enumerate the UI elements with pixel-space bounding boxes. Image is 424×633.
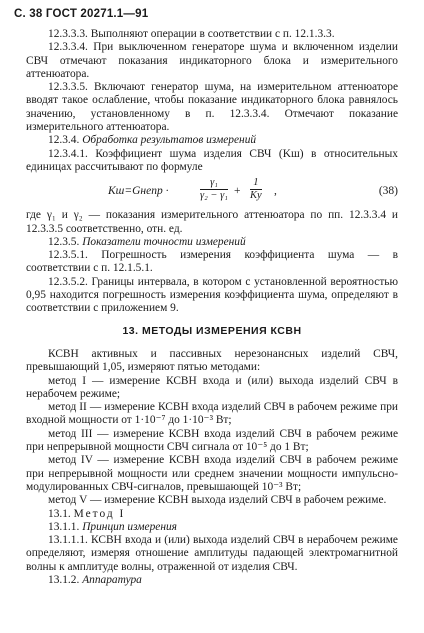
paragraph-method-3: метод III — измерение КСВН входа изделий СВЧ в рабочем режиме при непрерывной мощности СВЧ сигнала от 10⁻⁵ до 1 Вт; (26, 427, 398, 454)
heading-title: Обработка результатов измерений (82, 134, 257, 147)
heading-title: Принцип измерения (82, 520, 177, 533)
formula-fraction-gamma (200, 177, 228, 202)
formula-comma: , (274, 185, 277, 198)
heading-number: 12.3.4. (48, 134, 80, 147)
section-title: 13. МЕТОДЫ ИЗМЕРЕНИЯ КСВН (122, 324, 302, 337)
paragraph-12-3-5-2: 12.3.5.2. Границы интервала, в котором с установленной вероятностью 0,95 находится погрешность измерения коэффициента шума, определяют в соответствии с приложением 9. (26, 275, 398, 315)
formula-fraction-ky (250, 177, 262, 202)
paragraph-method-1: метод I — измерение КСВН входа и (или) выхода изделий СВЧ в нерабочем режиме; (26, 374, 398, 400)
paragraph-method-2: метод II — измерение КСВН входа изделий СВЧ в рабочем режиме при входной мощности от 1·10⁻⁷ до 1·10⁻³ Вт; (26, 401, 398, 427)
page-content (26, 28, 398, 587)
paragraph-12-3-3-5: 12.3.3.5. Включают генератор шума, на измерительном аттенюаторе вводят такое ослабление, чтобы показание индикаторного блока равнялось значению, установленному в п. 12.3.3.4. Отмечают показание измерительного аттенюатора. (26, 81, 398, 134)
heading-number: 13.1.2. (48, 573, 80, 586)
heading-13-1-2 (26, 574, 398, 587)
paragraph-13-1-1-1: 13.1.1.1. КСВН входа и (или) выхода изделий СВЧ в нерабочем режиме определяют, измеряя отношение амплитуды падающей электромагнитной волны к амплитуде волны, отраженной от изделия СВЧ. (26, 534, 398, 573)
page-header: С. 38 ГОСТ 20271.1—91 (14, 8, 149, 20)
heading-number: 13.1. (48, 507, 71, 520)
heading-title: Показатели точности измерений (82, 235, 246, 248)
heading-number: 12.3.5. (48, 235, 80, 248)
heading-title: Метод I (73, 507, 126, 520)
heading-13-1 (26, 508, 398, 521)
fraction-numerator: γ₁ (200, 177, 228, 190)
heading-12-3-5 (26, 236, 398, 249)
paragraph-12-3-5-1: 12.3.5.1. Погрешность измерения коэффициента шума — в соответствии с п. 12.1.5.1. (26, 249, 398, 275)
fraction-denominator: Kу (250, 190, 262, 202)
equation-number: (38) (378, 185, 398, 198)
formula-lhs: Kш=Gнепр · (108, 185, 169, 198)
formula-plus: + (234, 185, 241, 198)
formula-explanation: где γ₁ и γ₂ — показания измерительного аттенюатора по пп. 12.3.3.4 и 12.3.3.5 соответственно, отн. ед. (26, 209, 398, 235)
heading-number: 13.1.1. (48, 520, 80, 533)
paragraph-method-5: метод V — измерение КСВН выхода изделий СВЧ в рабочем режиме. (48, 494, 387, 507)
paragraph-methods-intro: КСВН активных и пассивных нерезонансных изделий СВЧ, превышающий 1,05, измеряют пятью методами: (26, 347, 398, 374)
paragraph-12-3-3-3: 12.3.3.3. Выполняют операции в соответствии с п. 12.1.3.3. (48, 28, 335, 40)
paragraph-12-3-3-4: 12.3.3.4. При выключенном генераторе шума и включенном изделии СВЧ отмечают показания индикаторного блока и измерительного аттенюатора. (26, 41, 398, 80)
fraction-denominator: γ₂ − γ₁ (200, 190, 228, 202)
heading-12-3-4 (26, 134, 398, 147)
formula-38 (26, 177, 398, 207)
fraction-numerator: 1 (250, 177, 262, 190)
heading-13-1-1 (26, 521, 398, 534)
paragraph-12-3-4-1: 12.3.4.1. Коэффициент шума изделия СВЧ (Kш) в относительных единицах рассчитывают по формуле (26, 147, 398, 173)
heading-title: Аппаратура (82, 573, 142, 586)
paragraph-method-4: метод IV — измерение КСВН входа изделий СВЧ в рабочем режиме при непрерывной мощности или среднем значении мощности импульсно-модулированных СВЧ-сигналов, превышающей 10⁻³ Вт; (26, 454, 398, 493)
